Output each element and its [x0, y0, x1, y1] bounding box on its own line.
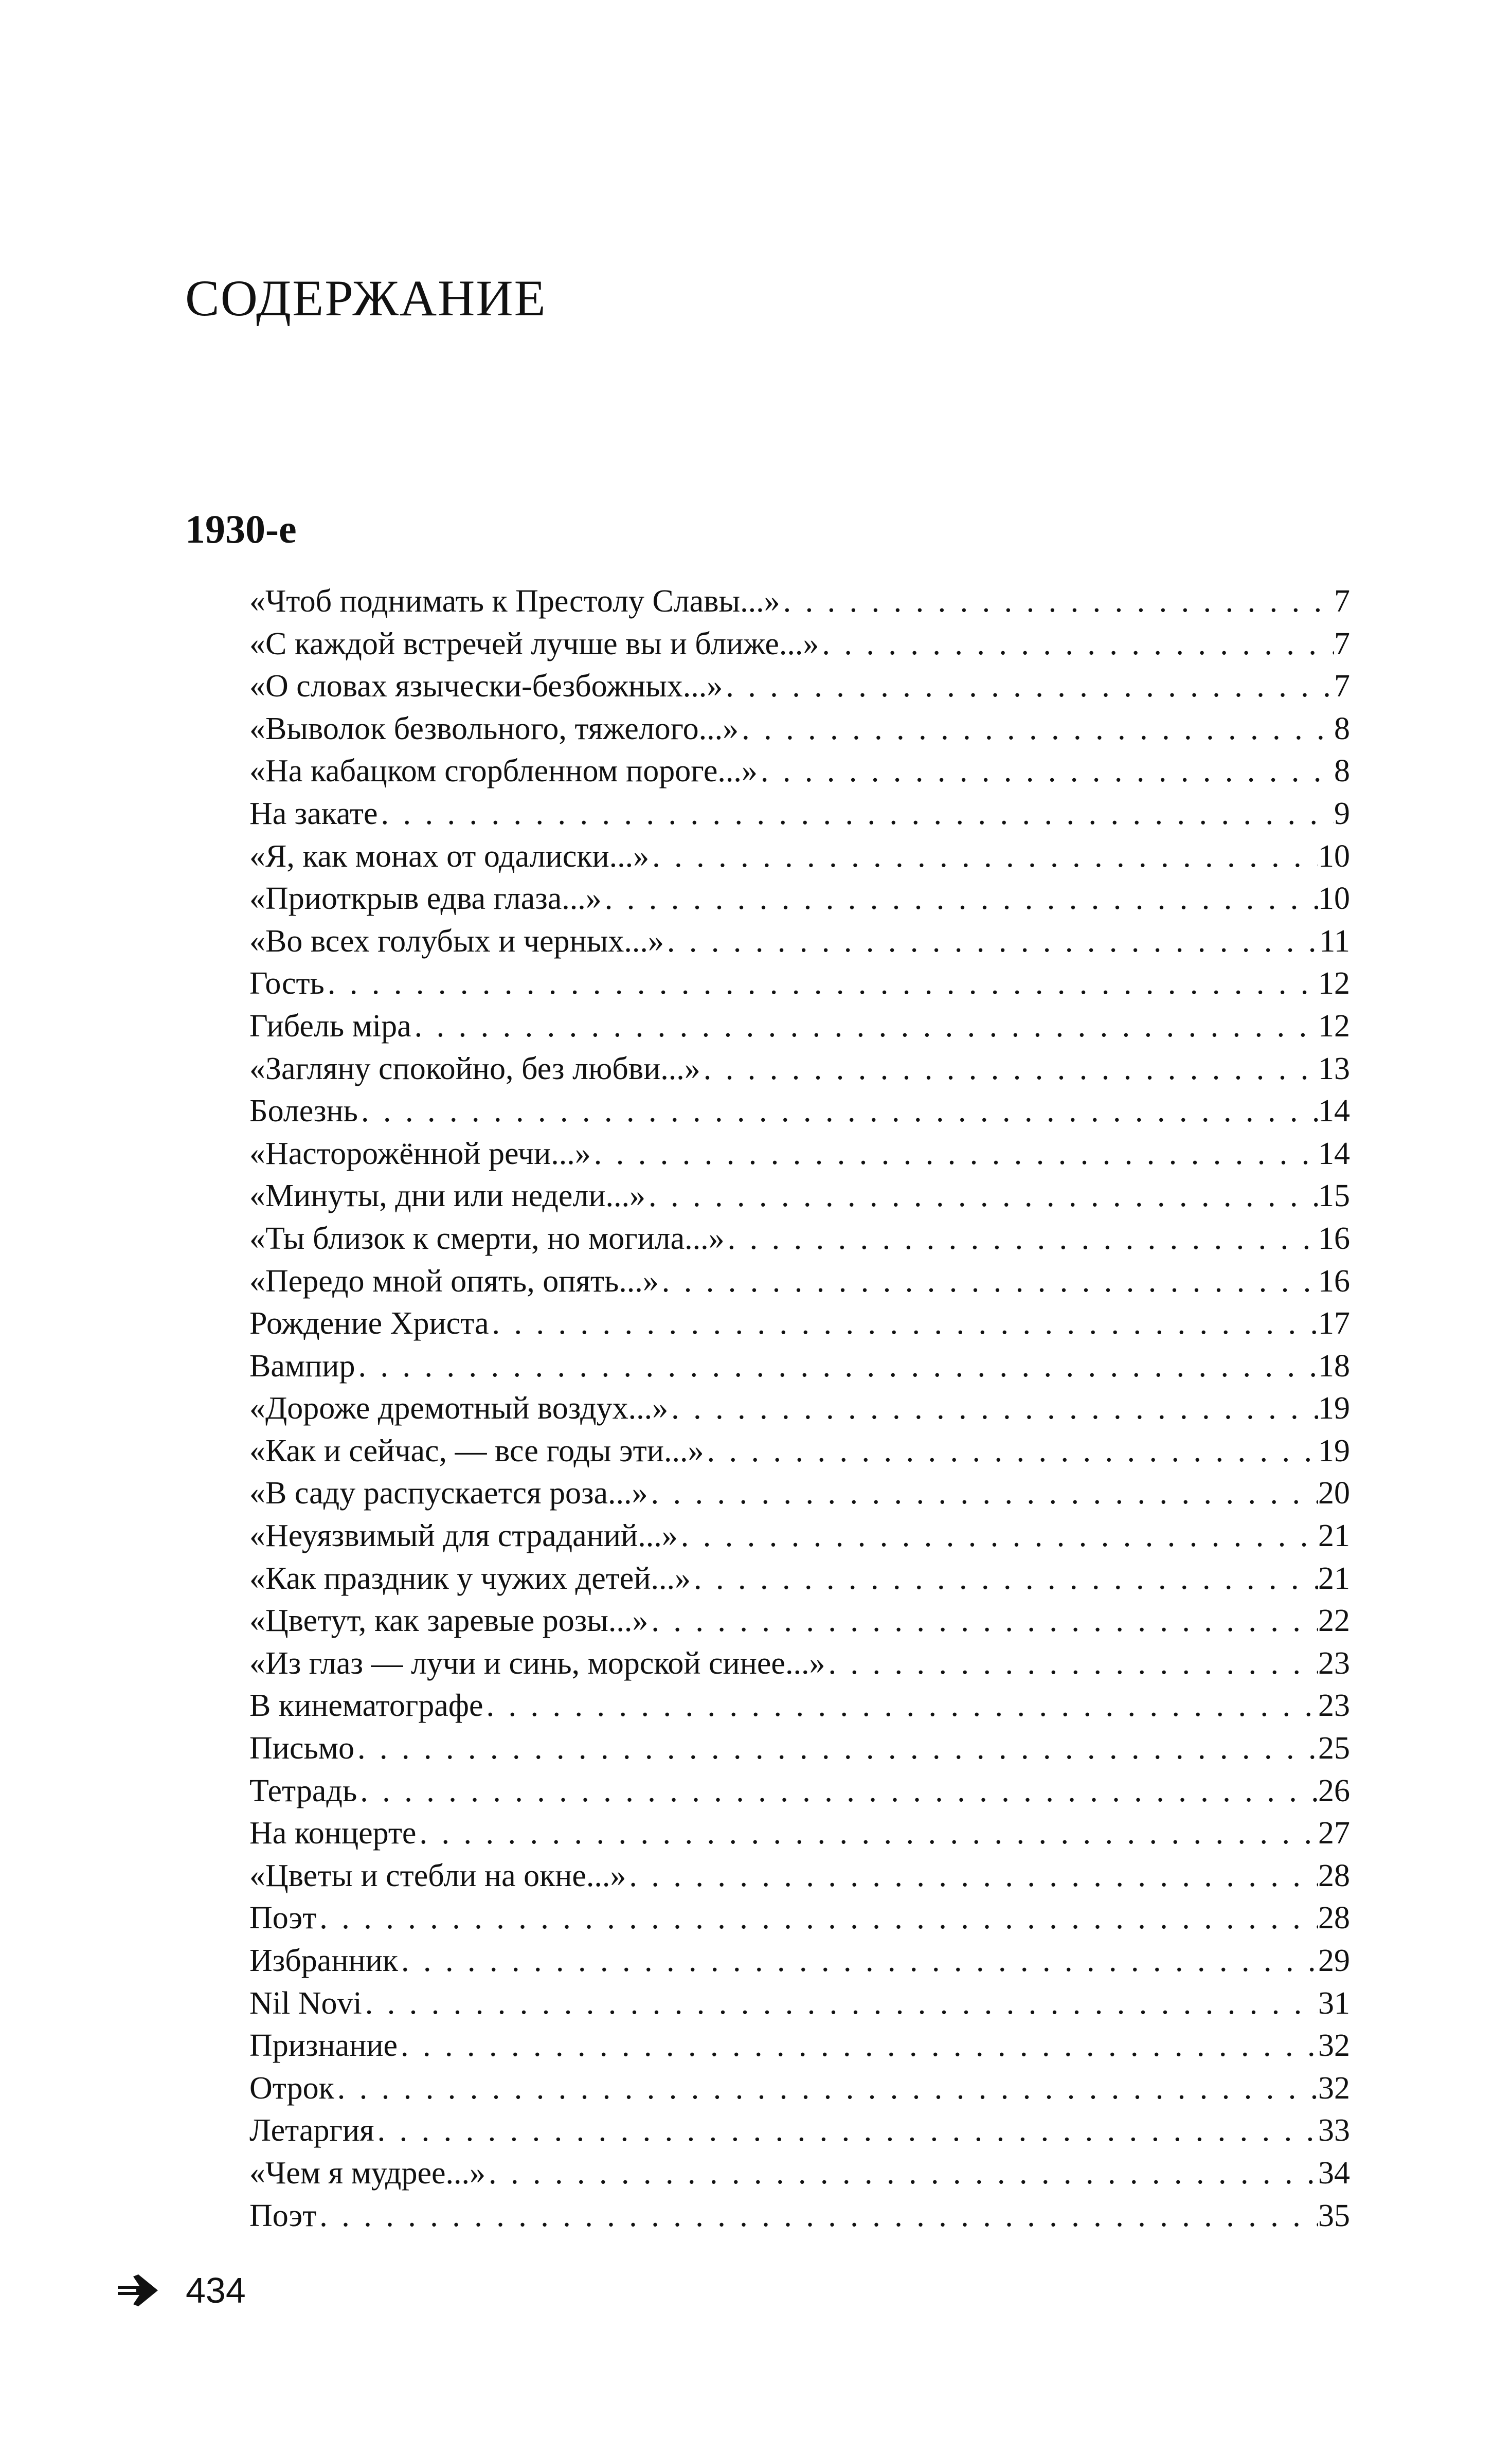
toc-item-page: 27 [1318, 1816, 1350, 1851]
toc-item[interactable] [249, 665, 1350, 708]
dot-leader [691, 1557, 1318, 1600]
toc-item[interactable] [249, 623, 1350, 666]
toc-item-title: Поэт [249, 1901, 317, 1936]
toc-item-page: 16 [1318, 1263, 1350, 1299]
dot-leader [825, 1642, 1318, 1684]
toc-item[interactable] [249, 1175, 1350, 1217]
toc-item[interactable] [249, 1727, 1350, 1770]
toc-item-title: «Цветут, как заревые розы...» [249, 1603, 649, 1639]
toc-item-page: 32 [1318, 2028, 1350, 2064]
dot-leader [334, 2067, 1318, 2109]
dot-leader [819, 623, 1334, 665]
toc-item[interactable] [249, 962, 1350, 1005]
toc-item-title: «Как и сейчас, — все годы эти...» [249, 1433, 704, 1468]
toc-item-title: Вампир [249, 1348, 355, 1384]
toc-item-page: 34 [1318, 2155, 1350, 2191]
dot-leader [723, 665, 1334, 707]
toc-item-title: «О словах язычески-безбожных...» [249, 669, 723, 704]
toc-item-page: 14 [1318, 1093, 1350, 1129]
page-title: СОДЕРЖАНИЕ [185, 270, 547, 327]
toc-item[interactable] [249, 1600, 1350, 1642]
toc-item[interactable] [249, 2152, 1350, 2195]
dot-leader [725, 1217, 1318, 1260]
toc-item-title: «Чем я мудрее...» [249, 2155, 485, 2191]
toc-item[interactable] [249, 580, 1350, 623]
toc-item-page: 23 [1318, 1645, 1350, 1681]
toc-item-page: 9 [1334, 796, 1350, 831]
toc-item-title: «Как праздник у чужих детей...» [249, 1561, 691, 1596]
toc-item[interactable] [249, 1133, 1350, 1175]
toc-item-title: «Приоткрыв едва глаза...» [249, 881, 602, 917]
toc-item[interactable] [249, 1345, 1350, 1388]
dot-leader [780, 580, 1334, 622]
toc-item-title: На концерте [249, 1816, 417, 1851]
toc-item-title: «В саду распускается роза...» [249, 1476, 648, 1511]
toc-item-page: 16 [1318, 1221, 1350, 1256]
dot-leader [362, 1982, 1318, 2024]
toc-item-title: «Цветы и стебли на окне...» [249, 1858, 626, 1893]
toc-item-page: 33 [1318, 2113, 1350, 2148]
toc-item-page: 11 [1319, 923, 1350, 959]
dot-leader [668, 1387, 1318, 1429]
toc-item-page: 26 [1318, 1773, 1350, 1808]
toc-item[interactable] [249, 877, 1350, 920]
toc-item[interactable] [249, 1557, 1350, 1600]
toc-item-page: 8 [1334, 754, 1350, 789]
dot-leader [316, 2195, 1318, 2237]
toc-item-page: 21 [1318, 1518, 1350, 1554]
toc-item-title: Болезнь [249, 1093, 358, 1129]
toc-item-page: 20 [1318, 1476, 1350, 1511]
toc-item[interactable] [249, 1472, 1350, 1515]
dot-leader [398, 2024, 1318, 2067]
toc-item-title: «На кабацком сгорбленном пороге...» [249, 754, 758, 789]
dot-leader [483, 1684, 1319, 1727]
dot-leader [416, 1812, 1318, 1854]
toc-item[interactable] [249, 2109, 1350, 2152]
toc-item-page: 10 [1318, 881, 1350, 917]
toc-item-title: «Я, как монах от одалиски...» [249, 838, 650, 874]
toc-item[interactable] [249, 1048, 1350, 1090]
toc-item-title: Nil Novi [249, 1985, 362, 2021]
section-heading: 1930-е [185, 507, 297, 551]
dot-leader [739, 708, 1334, 750]
toc-item-title: Избранник [249, 1943, 398, 1978]
toc-item-page: 23 [1318, 1688, 1350, 1724]
page-number: 434 [186, 2270, 246, 2310]
dot-leader [664, 920, 1319, 962]
toc-item-page: 7 [1334, 626, 1350, 661]
toc-item-title: «Загляну спокойно, без любви...» [249, 1051, 700, 1086]
dot-leader [704, 1430, 1318, 1472]
toc-item-page: 31 [1318, 1985, 1350, 2021]
toc-item[interactable] [249, 1940, 1350, 1982]
toc-item[interactable] [249, 1302, 1350, 1345]
toc-item-page: 19 [1318, 1391, 1350, 1426]
dot-leader [374, 2109, 1318, 2152]
toc-item-title: «С каждой встречей лучше вы и ближе...» [249, 626, 819, 661]
toc-item[interactable] [249, 2195, 1350, 2237]
toc-item-page: 28 [1318, 1858, 1350, 1893]
toc-item-page: 35 [1318, 2198, 1350, 2233]
toc-item[interactable] [249, 1855, 1350, 1897]
toc-item[interactable] [249, 750, 1350, 793]
toc-item[interactable] [249, 1982, 1350, 2025]
dot-leader [411, 1005, 1318, 1047]
toc-item-title: Гибель міра [249, 1008, 411, 1044]
toc-item[interactable] [249, 1387, 1350, 1430]
dot-leader [325, 962, 1318, 1005]
dot-leader [591, 1133, 1318, 1175]
toc-item-title: В кинематографе [249, 1688, 483, 1724]
toc-item[interactable] [249, 793, 1350, 835]
dot-leader [700, 1048, 1318, 1090]
toc-item-page: 10 [1318, 838, 1350, 874]
dot-leader [357, 1770, 1318, 1812]
dot-leader [355, 1345, 1318, 1387]
toc-item-title: «Передо мной опять, опять...» [249, 1263, 659, 1299]
toc-item[interactable] [249, 1260, 1350, 1303]
toc-item[interactable] [249, 2024, 1350, 2067]
toc-item[interactable] [249, 708, 1350, 750]
page-footer [116, 2272, 246, 2308]
toc-item-title: Отрок [249, 2070, 334, 2106]
toc-item[interactable] [249, 1515, 1350, 1557]
dot-leader [678, 1515, 1318, 1557]
dot-leader [649, 835, 1318, 877]
toc-item[interactable] [249, 920, 1350, 963]
toc-item-page: 25 [1318, 1731, 1350, 1766]
toc-item-page: 13 [1318, 1051, 1350, 1086]
toc-item[interactable] [249, 1770, 1350, 1813]
toc-item-title: Рождение Христа [249, 1306, 489, 1341]
dot-leader [648, 1472, 1318, 1514]
dot-leader [602, 877, 1318, 920]
toc-item-page: 29 [1318, 1943, 1350, 1978]
dot-leader [645, 1175, 1318, 1217]
toc-item[interactable] [249, 1005, 1350, 1048]
toc-item-page: 14 [1318, 1136, 1350, 1171]
toc-item[interactable] [249, 1217, 1350, 1260]
toc-item[interactable] [249, 1684, 1350, 1727]
toc-item-title: «Из глаз — лучи и синь, морской синее...» [249, 1645, 825, 1681]
toc-item-title: Поэт [249, 2198, 317, 2233]
dot-leader [485, 2152, 1318, 2194]
dot-leader [659, 1260, 1318, 1302]
toc-item[interactable] [249, 1812, 1350, 1855]
toc-item[interactable] [249, 2067, 1350, 2110]
dot-leader [489, 1302, 1318, 1345]
dot-leader [648, 1600, 1318, 1642]
toc-item-page: 12 [1318, 1008, 1350, 1044]
toc-item-page: 12 [1318, 966, 1350, 1001]
dot-leader [758, 750, 1334, 792]
toc-item-title: «Чтоб поднимать к Престолу Славы...» [249, 584, 780, 619]
toc-item-page: 32 [1318, 2070, 1350, 2106]
toc-item-title: «Во всех голубых и черных...» [249, 923, 664, 959]
toc-item-page: 8 [1334, 711, 1350, 746]
table-of-contents [249, 580, 1350, 2237]
toc-item[interactable] [249, 1090, 1350, 1133]
dot-leader [358, 1090, 1318, 1132]
toc-item-title: «Ты близок к смерти, но могила...» [249, 1221, 725, 1256]
toc-item-page: 19 [1318, 1433, 1350, 1468]
toc-item-title: Тетрадь [249, 1773, 357, 1808]
toc-item-page: 18 [1318, 1348, 1350, 1384]
toc-item-title: Летаргия [249, 2113, 374, 2148]
toc-item-page: 21 [1318, 1561, 1350, 1596]
toc-item-title: Гость [249, 966, 325, 1001]
toc-item-title: Письмо [249, 1731, 354, 1766]
toc-item-title: «Дороже дремотный воздух...» [249, 1391, 669, 1426]
toc-item-title: «Минуты, дни или недели...» [249, 1178, 646, 1214]
toc-item-page: 7 [1334, 669, 1350, 704]
toc-item-title: «Неуязвимый для страданий...» [249, 1518, 678, 1554]
toc-item-title: Признание [249, 2028, 398, 2064]
toc-item[interactable] [249, 835, 1350, 878]
dot-leader [354, 1727, 1318, 1769]
toc-item-page: 28 [1318, 1901, 1350, 1936]
toc-item-title: На закате [249, 796, 378, 831]
dot-leader [316, 1897, 1318, 1939]
toc-item-page: 17 [1318, 1306, 1350, 1341]
toc-item-page: 7 [1334, 584, 1350, 619]
dot-leader [378, 793, 1334, 835]
toc-item[interactable] [249, 1430, 1350, 1473]
arrow-right-icon [116, 2272, 160, 2308]
toc-item-page: 15 [1318, 1178, 1350, 1214]
toc-item-title: «Выволок безвольного, тяжелого...» [249, 711, 739, 746]
toc-item-title: «Насторожённой речи...» [249, 1136, 591, 1171]
dot-leader [626, 1855, 1318, 1897]
dot-leader [398, 1940, 1318, 1982]
toc-item[interactable] [249, 1642, 1350, 1685]
toc-item[interactable] [249, 1897, 1350, 1940]
toc-item-page: 22 [1318, 1603, 1350, 1639]
